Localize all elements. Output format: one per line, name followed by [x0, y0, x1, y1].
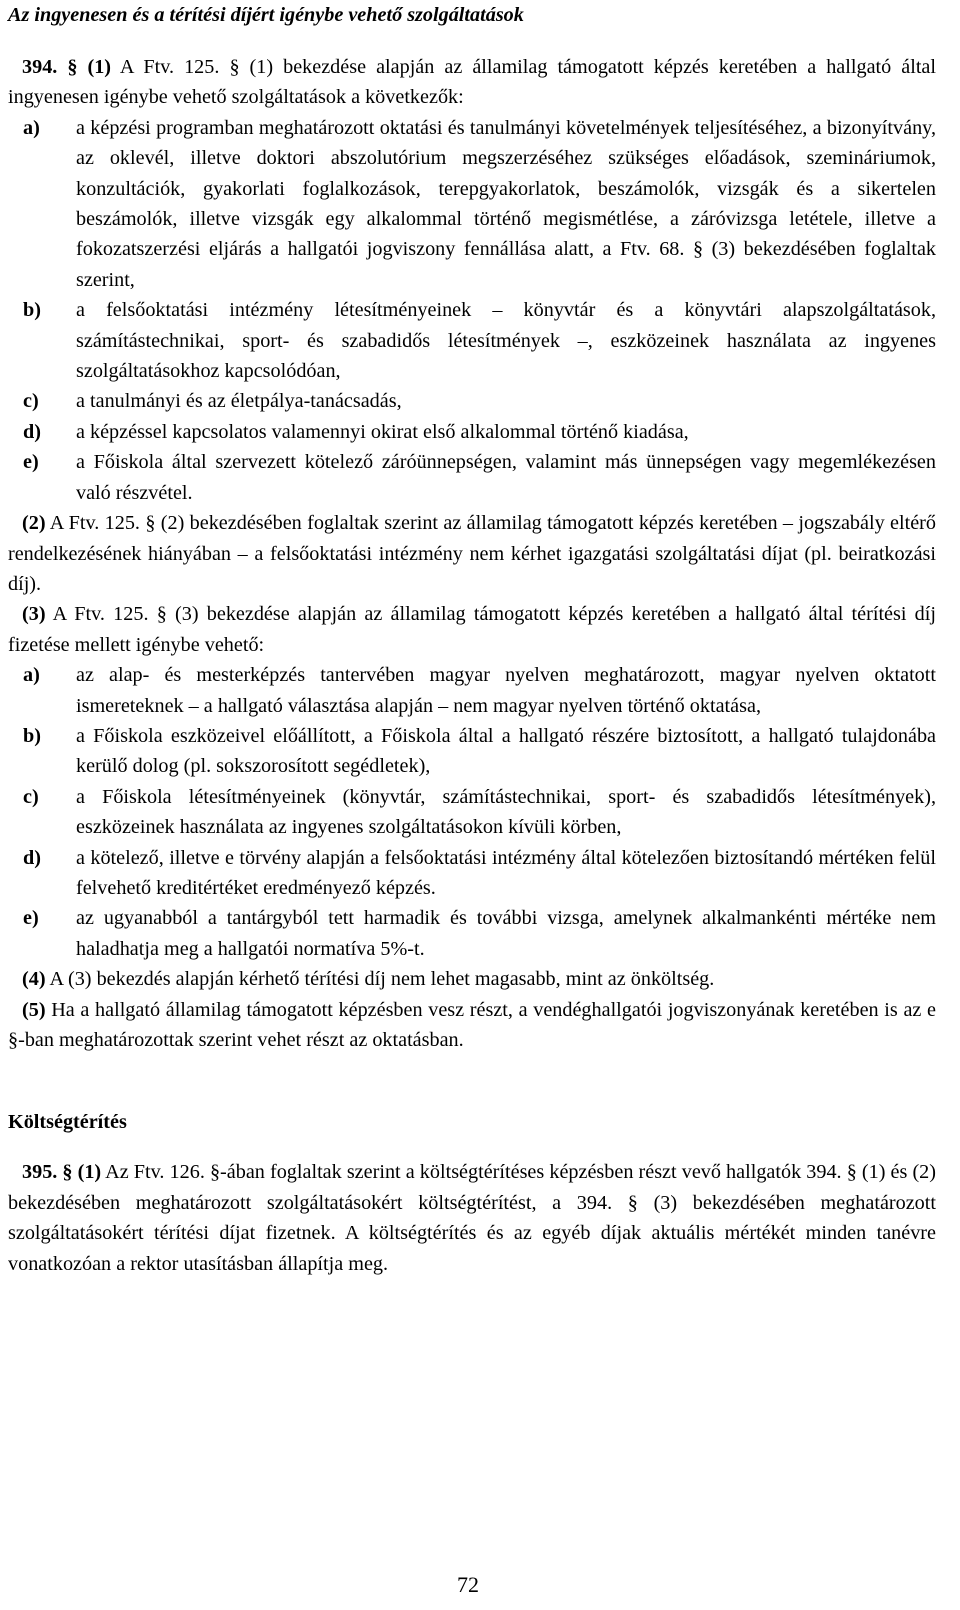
- list-item-text: a képzéssel kapcsolatos valamennyi okirat első alkalommal történő kiadása,: [76, 420, 689, 443]
- paragraph-394-1: [8, 52, 936, 113]
- list-item-label: e): [23, 451, 39, 474]
- paragraph-text: A Ftv. 125. § (2) bekezdésében foglaltak szerint az államilag támogatott képzés keretében – jogszabály eltérő rendelkezésének hiányában – a felsőoktatási intézmény nem kérhet igazgatási szolgáltatási díjat (pl. beiratkozási díj).: [8, 512, 936, 595]
- paragraph-text: Az Ftv. 126. §-ában foglaltak szerint a költségtérítéses képzésben részt vevő hallgatók 394. § (1) és (2) bekezdésében meghatározott szolgáltatásokért költségtérítést, a 394. § (3) bekezdésében meghatározott szolgáltatásokért térítési díjat fizetnek. A költségtérítés és az egyéb díjak aktuális mértékét minden tanévre vonatkozóan a rektor utasításban állapítja meg.: [8, 1161, 936, 1275]
- paragraph-text: Ha a hallgató államilag támogatott képzésben vesz részt, a vendéghallgatói jogviszonyának keretében is az e §-ban meghatározottak szerint vehet részt az oktatásban.: [8, 998, 936, 1051]
- list-item-label: a): [23, 116, 40, 139]
- paragraph-395-1: [8, 1157, 936, 1279]
- paragraph-number: (4): [22, 968, 46, 991]
- paragraph-394-4: [8, 964, 936, 994]
- list-item-label: d): [23, 420, 41, 443]
- paragraph-394-5: [8, 995, 936, 1056]
- list-item-label: d): [23, 846, 41, 869]
- list-item: [8, 660, 936, 721]
- list-item: [8, 295, 936, 386]
- page-number: 72: [457, 1572, 479, 1597]
- free-services-list: [8, 113, 936, 508]
- list-item: [8, 721, 936, 782]
- list-item-text: a Főiskola eszközeivel előállított, a Főiskola által a hallgató részére biztosított, a hallgató tulajdonába kerülő dolog (pl. sokszorosított segédletek),: [76, 724, 936, 778]
- list-item-text: a tanulmányi és az életpálya-tanácsadás,: [76, 390, 402, 413]
- list-item: [8, 782, 936, 843]
- paragraph-number: 394.: [22, 56, 58, 78]
- list-item-text: az alap- és mesterképzés tantervében magyar nyelven meghatározott, magyar nyelven oktatott ismereteknek – a hallgató választása alapján – nem magyar nyelven történő oktatása,: [76, 664, 936, 717]
- list-item-label: b): [23, 724, 41, 747]
- paragraph-number: (2): [22, 512, 46, 535]
- list-item-text: az ugyanabból a tantárgyból tett harmadik és további vizsga, amelynek alkalmankénti mértéke nem haladhatja meg a hallgatói normatíva 5%-t.: [76, 907, 936, 960]
- list-item-label: b): [23, 299, 41, 322]
- paragraph-number: (3): [22, 603, 46, 626]
- list-item-label: c): [23, 785, 39, 808]
- paragraph-394-2: [8, 508, 936, 599]
- paragraph-number: 395. § (1): [22, 1161, 102, 1184]
- document-page: [8, 0, 936, 1279]
- list-item-label: c): [23, 390, 39, 413]
- section-title-services: Az ingyenesen és a térítési díjért igénybe vehető szolgáltatások: [8, 4, 524, 26]
- list-item-label: a): [23, 664, 40, 687]
- list-item-text: a Főiskola létesítményeinek (könyvtár, számítástechnikai, sport- és szabadidős létesítmények), eszközeinek használata az ingyenes szolgáltatásokon kívüli körben,: [76, 785, 936, 839]
- paid-services-list: [8, 660, 936, 964]
- paragraph-text: A Ftv. 125. § (3) bekezdése alapján az államilag támogatott képzés keretében a hallgató által térítési díj fizetése mellett igénybe vehető:: [8, 603, 936, 656]
- paragraph-394-3: [8, 599, 936, 660]
- paragraph-text: A (3) bekezdés alapján kérhető térítési díj nem lehet magasabb, mint az önköltség.: [45, 968, 715, 991]
- list-item-text: a Főiskola által szervezett kötelező záróünnepségen, valamint más ünnepségen vagy megemlékezésen való részvétel.: [76, 451, 936, 504]
- list-item-text: a kötelező, illetve e törvény alapján a felsőoktatási intézmény által kötelezően biztosítandó mértéken felül felvehető kreditértéket eredményező képzés.: [76, 846, 936, 899]
- list-item-text: a felsőoktatási intézmény létesítményeinek – könyvtár és a könyvtári alapszolgáltatások, számítástechnikai, sport- és szabadidős létesítmények –, eszközeinek használata az ingyenes szolgáltatásokhoz kapcsolódóan,: [76, 299, 936, 383]
- spacer: [8, 1055, 936, 1107]
- list-item: [8, 903, 936, 964]
- section-title-cost-reimbursement: Költségtérítés: [8, 1111, 127, 1134]
- list-item: [8, 113, 936, 295]
- list-item: [8, 843, 936, 904]
- list-item: [8, 417, 936, 447]
- list-item-text: a képzési programban meghatározott oktatási és tanulmányi követelmények teljesítéséhez, a bizonyítvány, az oklevél, illetve doktori abszolutórium megszerzéséhez szükséges előadások, szemináriumok, konzultációk, gyakorlati foglalkozások, terepgyakorlatok, beszámolók, vizsgák és a sikertelen beszámolók, illetve vizsgák egy alkalommal történő megismétlése, a záróvizsga letétele, illetve a fokozatszerzési eljárás a hallgatói jogviszony fennállása alatt, a Ftv. 68. § (3) bekezdésében foglaltak szerint,: [76, 116, 936, 291]
- list-item: [8, 447, 936, 508]
- paragraph-number: (5): [22, 998, 46, 1021]
- paragraph-subnumber: § (1): [67, 56, 112, 78]
- spacer: [8, 30, 936, 52]
- spacer: [8, 1137, 936, 1157]
- list-item: [8, 386, 936, 416]
- list-item-label: e): [23, 907, 39, 930]
- paragraph-text: A Ftv. 125. § (1) bekezdése alapján az államilag támogatott képzés keretében a hallgató által ingyenesen igénybe vehető szolgáltatások a következők:: [8, 56, 937, 109]
